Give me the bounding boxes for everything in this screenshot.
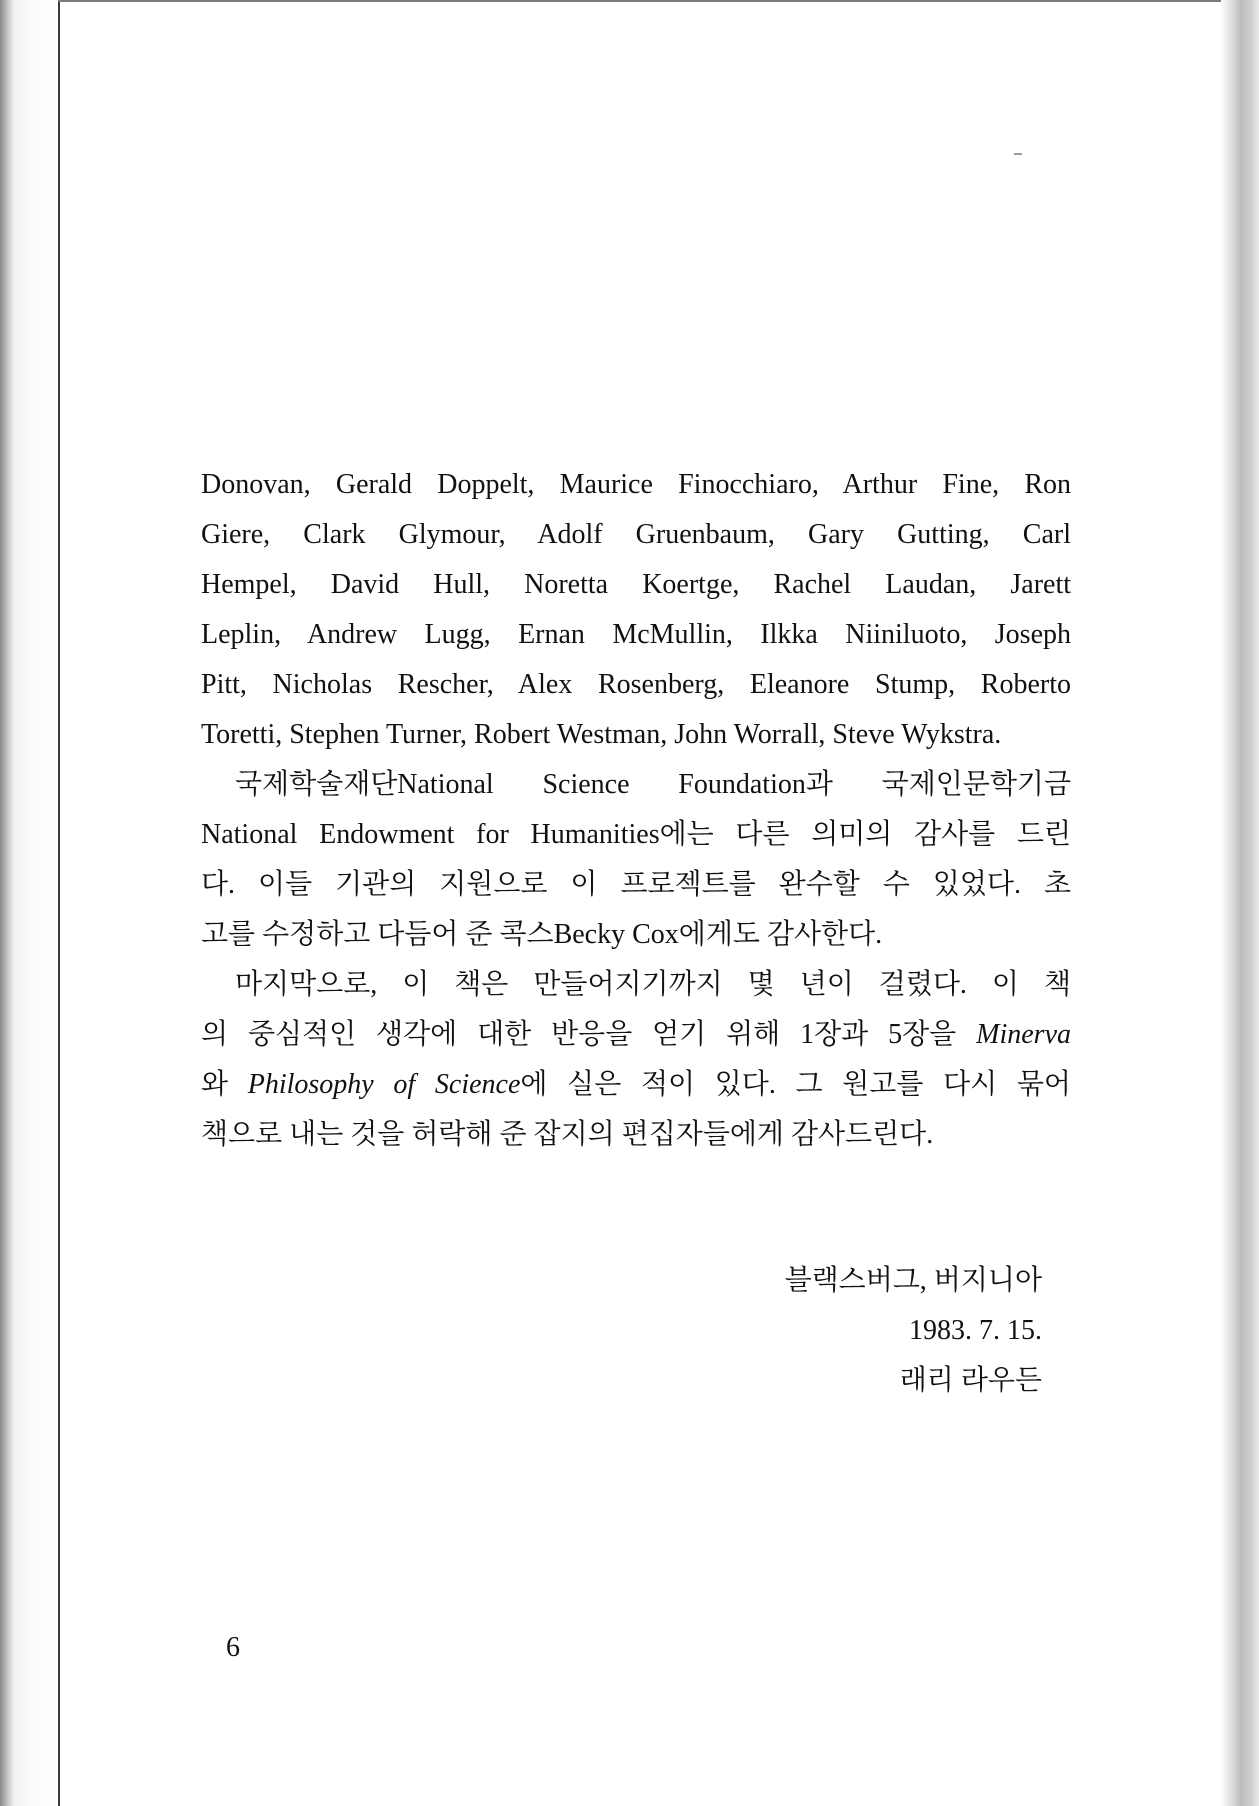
text-line: Toretti, Stephen Turner, Robert Westman, John Worrall, Steve Wykstra.: [201, 719, 1002, 750]
page-left-border: [58, 0, 60, 1806]
text-line: [201, 1010, 1071, 1060]
signature-date: 1983. 7. 15.: [909, 1315, 1042, 1346]
text-segment: 에 실은 적이 있다. 그 원고를 다시 묶어: [520, 1069, 1071, 1100]
text-line: National Endowment for Humanities에는 다른 의미의 감사를 드린: [201, 819, 1071, 850]
page-left-shadow: [0, 0, 60, 1806]
journal-title-minerva: Minerva: [976, 1019, 1071, 1050]
page-right-shadow: [1221, 0, 1259, 1806]
journal-title-philosophy-of-science: Philosophy of Science: [247, 1069, 521, 1100]
acknowledgment-names-paragraph: [201, 460, 1071, 760]
journal-thanks-paragraph: [201, 960, 1071, 1160]
text-line: 마지막으로, 이 책은 만들어지기까지 몇 년이 걸렸다. 이 책: [235, 969, 1071, 1000]
text-line: Leplin, Andrew Lugg, Ernan McMullin, Ilkka Niiniluoto, Joseph: [201, 619, 1071, 650]
text-segment: 의 중심적인 생각에 대한 반응을 얻기 위해 1장과 5장을: [201, 1019, 977, 1050]
text-line: Pitt, Nicholas Rescher, Alex Rosenberg, Eleanore Stump, Roberto: [201, 669, 1071, 700]
text-line: Hempel, David Hull, Noretta Koertge, Rachel Laudan, Jarett: [201, 569, 1071, 600]
signature-block: [785, 1256, 1042, 1406]
text-line: 다. 이들 기관의 지원으로 이 프로젝트를 완수할 수 있었다. 초: [201, 869, 1071, 900]
page-top-border: [58, 0, 1228, 2]
page-number: 6: [226, 1632, 240, 1663]
text-line: Donovan, Gerald Doppelt, Maurice Finocchiaro, Arthur Fine, Ron: [201, 469, 1071, 500]
scan-speck: [1014, 153, 1022, 155]
text-segment: 와: [201, 1069, 248, 1100]
main-text: [201, 460, 1071, 1160]
text-line: 책으로 내는 것을 허락해 준 잡지의 편집자들에게 감사드린다.: [201, 1119, 934, 1150]
text-line: [201, 1060, 1071, 1110]
signature-author: 래리 라우든: [899, 1365, 1042, 1396]
signature-place: 블랙스버그, 버지니아: [784, 1265, 1042, 1296]
foundation-thanks-paragraph: [201, 760, 1071, 960]
text-line: 국제학술재단National Science Foundation과 국제인문학기금: [235, 769, 1071, 800]
text-line: 고를 수정하고 다듬어 준 콕스Becky Cox에게도 감사한다.: [201, 919, 883, 950]
text-line: Giere, Clark Glymour, Adolf Gruenbaum, Gary Gutting, Carl: [201, 519, 1071, 550]
